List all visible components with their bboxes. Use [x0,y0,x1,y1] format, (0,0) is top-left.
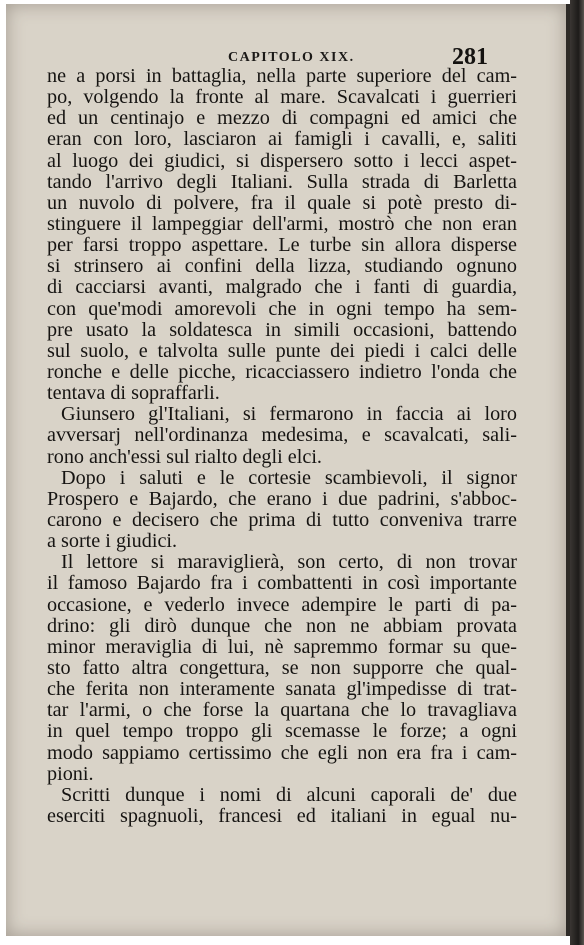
text-line: Prospero e Bajardo, che erano i due padrini, s'abboc- [47,487,517,510]
text-line: eserciti spagnuoli, francesi ed italiani in egual nu- [47,804,517,827]
page-edge-shadow [570,0,584,945]
text-line: che ferita non interamente sanata gl'impedisse di trat- [47,678,517,701]
text-line: con que'modi amorevoli che in ogni tempo ha sem- [47,297,517,320]
text-line: pre usato la soldatesca in simili occasioni, battendo [47,318,517,341]
text-line: si strinsero ai confini della lizza, studiando ognuno [47,255,517,278]
text-line: a sorte i giudici. [47,530,178,553]
text-line: eran con loro, lasciaron ai famigli i cavalli, e, saliti [47,128,517,151]
text-line: tando l'arrivo degli Italiani. Sulla strada di Barletta [47,170,517,193]
text-line: un nuvolo di polvere, fra il quale si potè presto di- [47,191,517,214]
text-line: pioni. [47,762,94,785]
text-line: ronche e delle picche, ricacciassero indietro l'onda che [47,360,517,383]
text-line: Scritti dunque i nomi di alcuni caporali de' due [61,783,517,806]
text-line: il famoso Bajardo fra i combattenti in così importante [47,572,517,595]
chapter-title: CAPITOLO XIX. [228,50,355,65]
text-line: modo sappiamo certissimo che egli non era fra i cam- [47,741,517,764]
text-line: Dopo i saluti e le cortesie scambievoli, il signor [61,466,517,489]
text-line: occasione, e vederlo invece adempire le parti di pa- [47,593,517,616]
text-line: per farsi troppo aspettare. Le turbe sin allora disperse [47,234,517,257]
text-line: di cacciarsi avanti, malgrado che i fanti di guardia, [47,276,517,299]
text-line: ne a porsi in battaglia, nella parte superiore del cam- [47,65,517,87]
text-line: ed un centinajo e mezzo di compagni ed amici che [47,107,517,130]
text-line: al luogo dei giudici, si dispersero sotto i lecci aspet- [47,149,517,172]
text-line: Giunsero gl'Italiani, si fermarono in faccia ai loro [61,403,517,426]
text-line: in quel tempo troppo gli scemasse le forze; a ogni [47,720,517,743]
text-line: sul suolo, e talvolta sulle punte dei piedi i calci delle [47,339,517,362]
text-line: minor meraviglia di lui, nè sapremmo formar su que- [47,635,517,658]
text-line: po, volgendo la fronte al mare. Scavalcati i guerrieri [47,86,517,109]
text-line: Il lettore si maraviglierà, son certo, di non trovar [61,551,517,574]
text-line: rono anch'essi sul rialto degli elci. [47,445,322,468]
text-line: drino: gli dirò dunque che non ne abbiam provata [47,614,517,637]
text-line: carono e decisero che prima di tutto conveniva trarre [47,508,517,531]
text-line: avversarj nell'ordinanza medesima, e scavalcati, sali- [47,424,517,447]
text-line: sto fatto altra congettura, se non supporre che qual- [47,656,517,679]
body-text [47,66,517,827]
text-line: stinguere il lampeggiar dell'armi, mostrò che non eran [47,212,517,235]
text-line: tentava di sopraffarli. [47,382,220,405]
page-number: 281 [452,44,488,70]
text-line: tar l'armi, o che forse la quartana che lo travagliava [47,699,517,722]
